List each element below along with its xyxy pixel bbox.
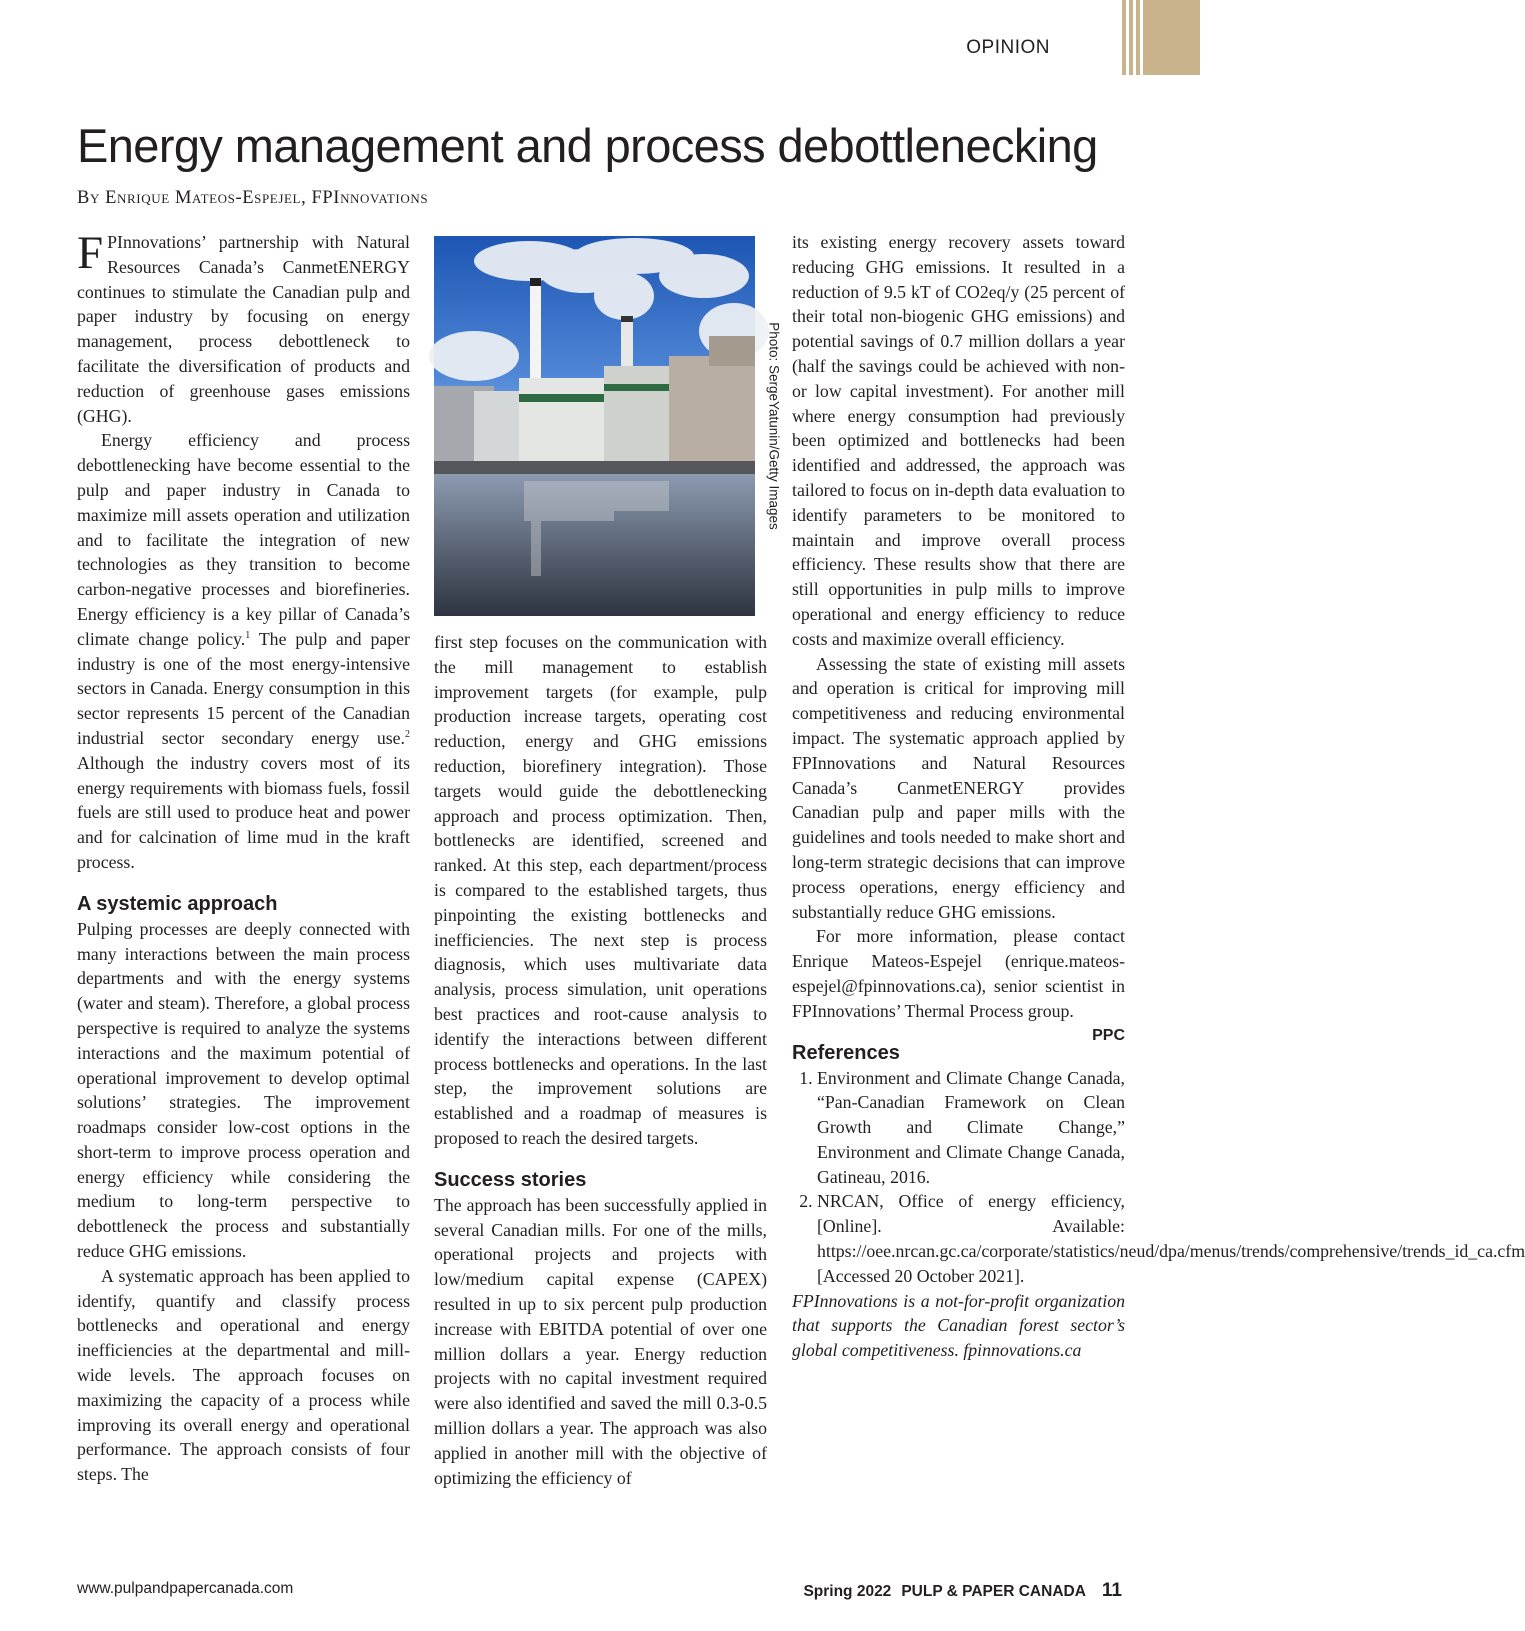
- article-column-3: [792, 230, 1525, 1363]
- page-number: 11: [1101, 1580, 1122, 1601]
- section-tab: [1122, 0, 1200, 75]
- article-column-2: [434, 630, 767, 1490]
- mill-photo: [434, 236, 755, 616]
- paragraph: A systematic approach has been applied to identify, quantify and classify process bottlenecks and operational and energy inefficiencies at the departmental and mill-wide levels. The approach focuses on maximizing the capacity of a process while improving its overall energy and operational performance. The approach consists of four steps. The: [77, 1265, 410, 1485]
- article-column-1: [77, 227, 410, 1487]
- issue-date: Spring 2022: [803, 1583, 892, 1600]
- article-title: Energy management and process debottlenecking: [77, 119, 1098, 172]
- references-list: [792, 1066, 1525, 1289]
- footer-issue: [793, 1580, 1122, 1602]
- about-note: FPInnovations is a not-for-profit organization that supports the Canadian forest sector’s global competitiveness. fpinnovations.ca: [792, 1290, 1125, 1361]
- photo-credit: Photo: SergeYatunin/Getty Images: [766, 322, 782, 530]
- paragraph: Pulping processes are deeply connected with many interactions between the main process departments and with the energy systems (water and steam). Therefore, a global process perspective is required to analyze the systems interactions and the maximum potential of operational improvement to develop optimal solutions’ strategies. The improvement roadmaps consider low-cost options in the short-term to improve process operation and energy efficiency while considering the medium to long-term perspective to debottleneck the process and substantially reduce GHG emissions.: [77, 918, 410, 1262]
- intro-paragraph: F PInnovations’ partnership with Natural Resources Canada’s CanmetENERGY continues to stimulate the Canadian pulp and paper industry by focusing on energy management, process debottleneck to facilitate the diversification of products and reduction of greenhouse gases emissions (GHG).: [77, 227, 410, 426]
- byline: By Enrique Mateos-Espejel, FPInnovations: [77, 188, 429, 208]
- references-heading: References: [792, 1041, 900, 1064]
- section-heading: A systemic approach: [77, 892, 278, 915]
- footnote-ref-1: 1: [245, 629, 251, 641]
- reference-item: 2. NRCAN, Office of energy efficiency, [Online]. Available: https://oee.nrcan.gc.ca/corporate/statistics/neud/dpa/menus/trends/comprehensive/trends_id_ca.cfm [Accessed 20 October 2021].: [817, 1189, 1125, 1288]
- magazine-name: PULP & PAPER CANADA: [901, 1583, 1086, 1600]
- section-heading: Success stories: [434, 1168, 587, 1191]
- drop-cap: F: [77, 227, 104, 279]
- contact-paragraph: For more information, please contact Enrique Mateos-Espejel (enrique.mateos-espejel@fpinnovations.ca), senior scientist in FPInnovations’ Thermal Process group. PPC: [792, 924, 1125, 1023]
- paragraph: Energy efficiency and process debottlenecking have become essential to the pulp and paper industry in Canada to maximize mill assets operation and utilization and to facilitate the integration of new technologies as they transition to become carbon-negative processes and biorefineries. Energy efficiency is a key pillar of Canada’s climate change policy.$^1$ The pulp and paper industry is one of the most energy-intensive sectors in Canada. Energy consumption in this sector represents 15 percent of the Canadian industrial sector secondary energy use.$^2$ Although the industry covers most of its energy requirements with biomass fuels, fossil fuels are still used to produce heat and power and for calcination of lime mud in the kraft process.: [77, 430, 410, 872]
- reference-item: 1. Environment and Climate Change Canada, “Pan-Canadian Framework on Clean Growth and Climate Change,” Environment and Climate Change Canada, Gatineau, 2016.: [817, 1066, 1125, 1190]
- footnote-ref-2: 2: [405, 729, 410, 741]
- footer-url: www.pulpandpapercanada.com: [77, 1580, 294, 1597]
- paragraph: first step focuses on the communication with the mill management to establish improvement targets (for example, pulp production increase targets, operating cost reduction, energy and GHG emissions reduction, biorefinery integration). Those targets would guide the debottlenecking approach and process optimization. Then, bottlenecks are identified, screened and ranked. At this step, each department/process is compared to the established targets, thus pinpointing the existing bottlenecks and inefficiencies. The next step is process diagnosis, which uses multivariate data analysis, process simulation, unit operations best practices and root-cause analysis to identify the interactions between different process bottlenecks and operations. In the last step, the improvement solutions are established and a roadmap of measures is proposed to reach the desired targets.: [434, 632, 767, 1148]
- section-label: OPINION: [966, 37, 1050, 58]
- paragraph: The approach has been successfully applied in several Canadian mills. For one of the mills, operational projects and projects with low/medium capital expense (CAPEX) resulted in up to six percent pulp production increase with EBITDA potential of over one million dollars a year. Energy reduction projects with no capital investment required were also identified and saved the mill 0.3-0.5 million dollars a year. The approach was also applied in another mill with the objective of optimizing the efficiency of: [434, 1194, 767, 1488]
- end-mark: PPC: [1092, 1026, 1125, 1044]
- paragraph: Assessing the state of existing mill assets and operation is critical for improving mill competitiveness and reducing environmental impact. The systematic approach applied by FPInnovations and Natural Resources Canada’s CanmetENERGY provides Canadian pulp and paper mills with the guidelines and tools needed to make short and long-term strategic decisions that can improve process operations, energy efficiency and substantially reduce GHG emissions.: [792, 653, 1125, 922]
- paragraph: its existing energy recovery assets toward reducing GHG emissions. It resulted in a reduction of 9.5 kT of CO2eq/y (25 percent of their total non-biogenic GHG emissions) and potential savings of 0.7 million dollars a year (half the savings could be achieved with non-or low capital investment). For another mill where energy consumption had previously been optimized and bottlenecks had been identified and addressed, the approach was tailored to focus on in-depth data evaluation to identify parameters to be monitored to maintain and improve overall process efficiency. These results show that there are still opportunities in pulp mills to improve operational and energy efficiency to reduce costs and maximize overall efficiency.: [792, 232, 1125, 649]
